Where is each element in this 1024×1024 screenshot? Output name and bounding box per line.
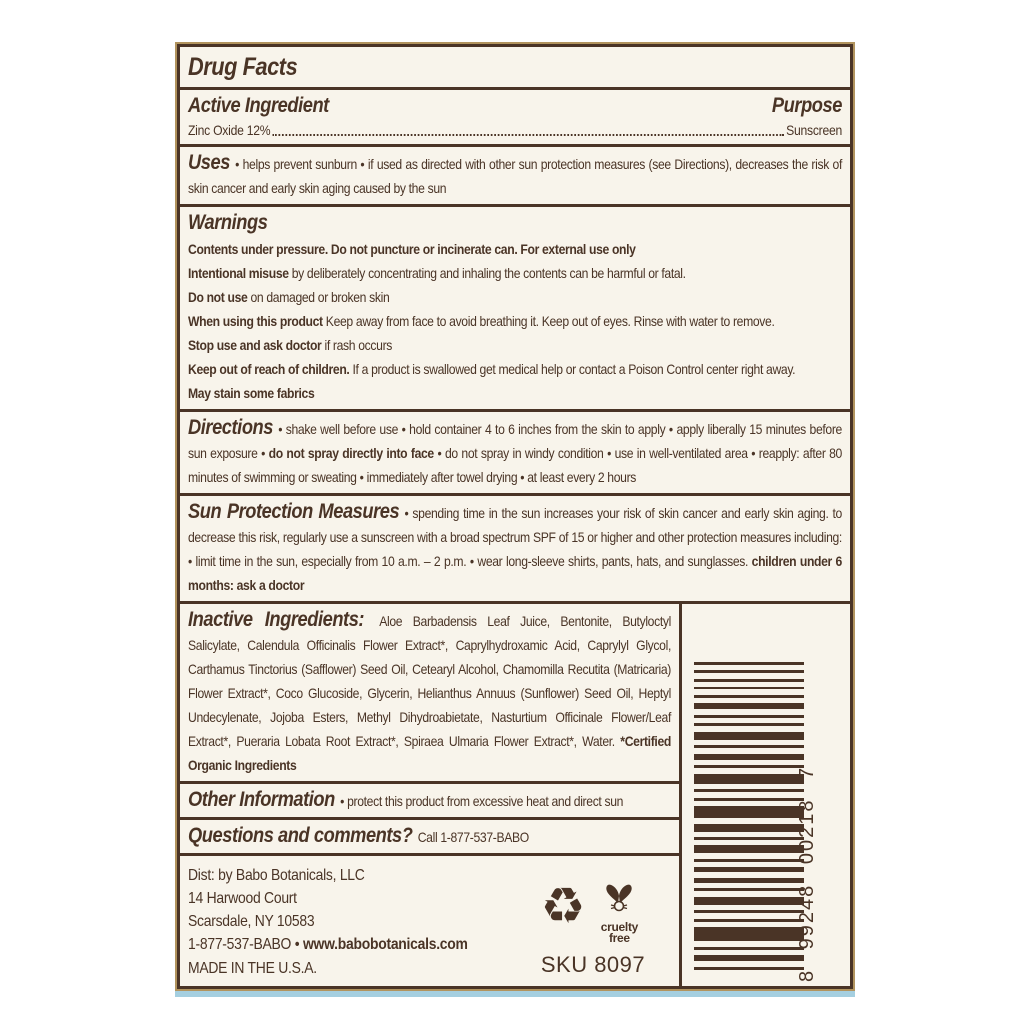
uses-paragraph bbox=[188, 151, 842, 200]
other-information-paragraph bbox=[188, 788, 671, 813]
barcode-area bbox=[682, 604, 850, 986]
certification-icons bbox=[541, 880, 646, 944]
cruelty-free-label: cruelty free bbox=[600, 920, 639, 945]
bottom-left-column bbox=[180, 604, 682, 986]
active-ingredient-headings bbox=[188, 94, 842, 118]
directions-heading: Directions bbox=[188, 416, 274, 439]
other-information-text: • protect this product from excessive heat and direct sun bbox=[340, 793, 624, 809]
warning-line bbox=[188, 261, 842, 285]
sun-protection-text: • spending time in the sun increases your risk of skin cancer and early skin aging. to decrease this risk, regularly use a sunscreen with a broad spectrum SPF of 15 or higher and other protection measures including: • limit time in the sun, especially from 10 a.m. – 2 p.m. • wear long-sleeve shirts, pants, hats, and sunglasses. bbox=[188, 505, 842, 569]
warning-line bbox=[188, 333, 842, 357]
sku-number: SKU 8097 bbox=[540, 952, 646, 977]
warning-line bbox=[188, 285, 842, 309]
warning-line bbox=[188, 309, 842, 333]
phone-website-line bbox=[188, 933, 474, 956]
warning-line bbox=[188, 357, 842, 381]
questions-section bbox=[180, 820, 679, 856]
barcode-digits: 8 99248 00218 7 bbox=[796, 765, 818, 982]
footer-section bbox=[180, 856, 679, 986]
directions-paragraph bbox=[188, 416, 842, 489]
directions-text-after: • do not spray in windy condition • use in well-ventilated area • reapply: after 80 minutes of swimming or sweating • immediately after towel drying • at least every 2 hours bbox=[188, 445, 842, 485]
warning-rest: by deliberately concentrating and inhaling the contents can be harmful or fatal. bbox=[288, 265, 686, 281]
warning-bold: Stop use and ask doctor bbox=[188, 337, 322, 353]
label-inner-border bbox=[177, 44, 853, 989]
sun-protection-bold: children under 6 months: ask a doctor bbox=[188, 553, 842, 593]
warning-bold: Do not use bbox=[188, 289, 248, 305]
distributor-block bbox=[188, 864, 474, 980]
active-ingredient-heading: Active Ingredient bbox=[188, 94, 329, 117]
other-information-heading: Other Information bbox=[188, 788, 335, 811]
warnings-section bbox=[180, 207, 850, 412]
uses-heading: Uses bbox=[188, 151, 230, 174]
website-url: www.babobotanicals.com bbox=[302, 936, 468, 953]
distributor-line: Dist: by Babo Botanicals, LLC bbox=[188, 867, 365, 884]
inactive-ingredients-section bbox=[180, 604, 679, 784]
warning-bold: Keep out of reach of children. bbox=[188, 361, 350, 377]
drug-facts-label bbox=[175, 42, 855, 991]
inactive-ingredients-text: Aloe Barbadensis Leaf Juice, Bentonite, Butyloctyl Salicylate, Calendula Officinalis Flower Extract*, Caprylhydroxamic Acid, Caprylyl Glycol, Carthamus Tinctorius (Safflower) Seed Oil, Cetearyl Alcohol, Chamomilla Recutita (Matricaria) Flower Extract*, Coco Glucoside, Glycerin, Helianthus Annuus (Sunflower) Seed Oil, Heptyl Undecylenate, Jojoba Esters, Methyl Dihydroabietate, Nasturtium Officinale Flower/Leaf Extract*, Pueraria Lobata Root Extract*, Spiraea Ulmaria Flower Extract*, Water. bbox=[188, 613, 671, 749]
barcode-number-area bbox=[796, 604, 846, 986]
phone-number: 1-877-537-BABO • bbox=[188, 936, 300, 953]
warning-rest: on damaged or broken skin bbox=[247, 289, 390, 305]
inactive-ingredients-paragraph bbox=[188, 608, 671, 777]
recycle-icon: ♻ bbox=[540, 878, 586, 934]
certification-block bbox=[517, 864, 669, 980]
cruelty-free-badge bbox=[593, 880, 645, 944]
sun-protection-section bbox=[180, 496, 850, 604]
warning-line bbox=[188, 381, 842, 405]
warning-bold: Contents under pressure. Do not puncture or incinerate can. For external use only bbox=[188, 241, 636, 257]
dotted-leader bbox=[272, 134, 784, 136]
bottom-section bbox=[180, 604, 850, 986]
sun-protection-paragraph bbox=[188, 500, 842, 597]
barcode-bars bbox=[694, 662, 804, 970]
questions-heading: Questions and comments? bbox=[188, 824, 413, 847]
inactive-ingredients-heading: Inactive Ingredients: bbox=[188, 608, 365, 631]
questions-text: Call 1-877-537-BABO bbox=[417, 829, 529, 845]
made-in-usa: MADE IN THE U.S.A. bbox=[188, 960, 317, 977]
active-ingredient-purpose: Sunscreen bbox=[786, 122, 842, 138]
questions-paragraph bbox=[188, 824, 671, 849]
directions-text-before: • shake well before use • hold container 4 to 6 inches from the skin to apply • apply liberally 15 minutes before sun exposure • bbox=[188, 421, 842, 461]
warning-bold: Intentional misuse bbox=[188, 265, 289, 281]
purpose-heading: Purpose bbox=[771, 94, 842, 117]
warning-line bbox=[188, 237, 842, 261]
directions-section bbox=[180, 412, 850, 496]
warnings-heading: Warnings bbox=[188, 211, 268, 234]
warning-bold: May stain some fabrics bbox=[188, 385, 315, 401]
uses-text: • helps prevent sunburn • if used as directed with other sun protection measures (see Directions), decreases the risk of skin cancer and early skin aging caused by the sun bbox=[188, 156, 842, 196]
page-title: Drug Facts bbox=[188, 53, 298, 81]
active-ingredient-row bbox=[188, 120, 842, 140]
distributor-line: Scarsdale, NY 10583 bbox=[188, 913, 315, 930]
distributor-line: 14 Harwood Court bbox=[188, 890, 297, 907]
warnings-content bbox=[188, 211, 842, 405]
warning-rest: Keep away from face to avoid breathing it. Keep out of eyes. Rinse with water to remove. bbox=[322, 313, 775, 329]
directions-bold: do not spray directly into face bbox=[268, 445, 434, 461]
warning-rest: If a product is swallowed get medical help or contact a Poison Control center right away. bbox=[349, 361, 796, 377]
warning-rest: if rash occurs bbox=[321, 337, 393, 353]
uses-section bbox=[180, 147, 850, 207]
active-ingredient-section bbox=[180, 90, 850, 147]
inactive-ingredients-bold: *Certified Organic Ingredients bbox=[188, 733, 671, 773]
warning-bold: When using this product bbox=[188, 313, 323, 329]
active-ingredient-name: Zinc Oxide 12% bbox=[188, 122, 271, 138]
drug-facts-title-section bbox=[180, 47, 850, 90]
cruelty-free-icon bbox=[599, 880, 639, 922]
other-information-section bbox=[180, 784, 679, 820]
sun-protection-heading: Sun Protection Measures bbox=[188, 500, 400, 523]
